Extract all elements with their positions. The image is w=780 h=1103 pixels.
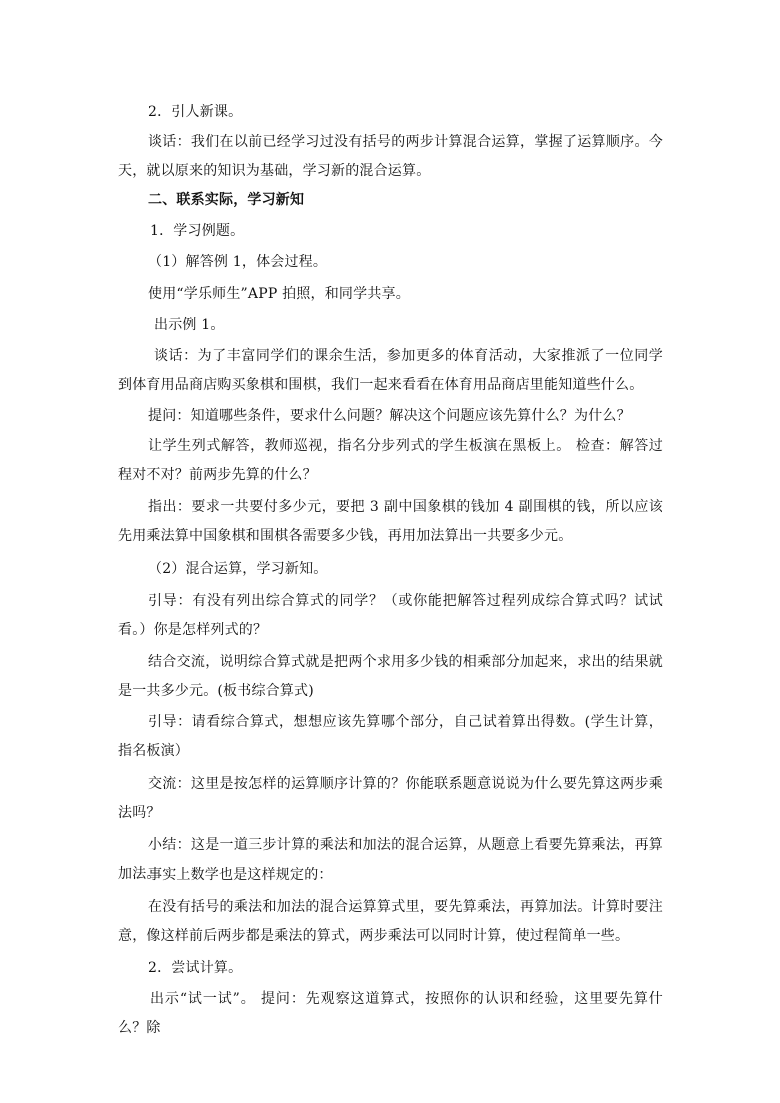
paragraph-try-it: 出示“试一试”。 提问：先观察这道算式，按照你的认识和经验，这里要先算什么？除	[118, 991, 663, 1036]
paragraph-solve-example: （1）解答例 1，体会过程。	[148, 254, 328, 270]
paragraph-point-out: 指出：要求一共要付多少元，要把 3 副中国象棋的钱加 4 副围棋的钱，所以应该先用乘法算中国象棋和围棋各需要多少钱，再用加法算出一共要多少元。	[118, 499, 663, 544]
paragraph-talk-1: 谈话：我们在以前已经学习过没有括号的两步计算混合运算，掌握了运算顺序。今天，就以原来的知识为基础，学习新的混合运算。	[118, 134, 663, 179]
paragraph-summary: 小结：这是一道三步计算的乘法和加法的混合运算，从题意上看要先算乘法，再算加法。	[118, 837, 663, 882]
paragraph-question-1: 提问：知道哪些条件，要求什么问题？解决这个问题应该先算什么？为什么？	[148, 408, 631, 424]
paragraph-exchange-1: 结合交流，说明综合算式就是把两个求用多少钱的相乘部分加起来，求出的结果就是一共多少元。(板书综合算式)	[118, 654, 663, 699]
paragraph-study-example: 1．学习例题。	[150, 223, 245, 239]
paragraph-show-example: 出示例 1。	[154, 317, 225, 333]
section-heading: 二、联系实际，学习新知	[148, 192, 305, 208]
paragraph-talk-2: 谈话：为了丰富同学们的课余生活，参加更多的体育活动，大家推派了一位同学到体育用品商店购买象棋和围棋，我们一起来看看在体育用品商店里能知道些什么。	[118, 348, 663, 393]
paragraph-student-solve: 让学生列式解答，教师巡视，指名分步列式的学生板演在黑板上。 检查：解答过程对不对？前两步先算的什么？	[118, 438, 663, 483]
paragraph-exchange-2: 交流：这里是按怎样的运算顺序计算的？你能联系题意说说为什么要先算这两步乘法吗？	[118, 776, 663, 821]
paragraph-intro-heading: 2．引人新课。	[148, 104, 243, 120]
paragraph-rule-intro: 事实上数学也是这样规定的：	[148, 867, 333, 883]
paragraph-try-heading: 2．尝试计算。	[148, 960, 243, 976]
paragraph-guide-1: 引导：有没有列出综合算式的同学？（或你能把解答过程列成综合算式吗？试试看。）你是怎样列式的？	[118, 593, 663, 638]
paragraph-mixed-ops: （2）混合运算，学习新知。	[148, 561, 328, 577]
paragraph-rule: 在没有括号的乘法和加法的混合运算算式里，要先算乘法，再算加法。计算时要注意，像这样前后两步都是乘法的算式，两步乘法可以同时计算，使过程简单一些。	[118, 899, 663, 944]
paragraph-app: 使用“学乐师生”APP 拍照，和同学共享。	[148, 286, 410, 302]
paragraph-guide-2: 引导：请看综合算式，想想应该先算哪个部分，自己试着算出得数。(学生计算，指名板演）	[118, 714, 663, 759]
